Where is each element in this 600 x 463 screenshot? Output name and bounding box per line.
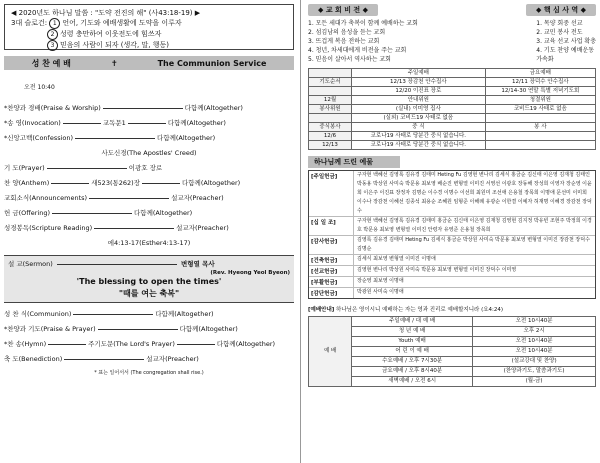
duty-row: 12/6 코로나19 사태로 당분간 중식 없습니다.	[309, 132, 596, 141]
offering-row: [십 일 조] 구자현 백혜선 김영록 김유경 김태미 홍금순 김신태 이은영 김재청 김영현 김지정 박유빈 조현주 박정희 이경호 박문용 최보영 변형열 이미진 안령자 유영준 은용철 장목희	[309, 217, 595, 236]
order-item: *송 영(Invocation) 교독문1 다함께(Altogether)	[4, 119, 226, 127]
offering-row: [건축헌금] 김세식 최보영 변형열 이미진 이명애	[309, 255, 595, 266]
rise-note: * 표는 일어서서 (The congregation shall rise.)	[94, 370, 204, 376]
left-panel	[4, 4, 294, 459]
ministry-item: 3. 교육 선교 사업 확충	[536, 38, 596, 45]
schedule-row: 예 배 주일예배 / 대 예 배 오전 10시40분	[309, 317, 596, 327]
yearly-verse-box	[4, 4, 294, 50]
vision-item: 5. 믿음이 살아서 역사하는 교회	[308, 56, 391, 63]
duty-row: 12월 안내위원 청결위원	[309, 96, 596, 105]
schedule-row: 수요예배 / 오후 7시30분 (설교강대 및 찬양)	[309, 357, 596, 367]
order-item: *찬양과 경배(Praise & Worship) 다함께(Altogether)	[4, 104, 243, 112]
ministry-item: 가속화	[536, 56, 554, 63]
page-divider	[300, 0, 301, 463]
ministry-head: ◆ 핵 심 사 역 ◆	[526, 4, 596, 16]
ministry-item: 4. 기도 찬양 예배운동	[536, 47, 595, 54]
offering-head: 하나님께 드린 예물	[308, 156, 400, 168]
motto-row-3: 3 믿음의 사람이 되자 (생각, 말, 행동)	[11, 40, 287, 51]
ministry-item: 2. 교민 봉사 전도	[536, 29, 583, 36]
offering-row: [감사헌금] 김영록 김유경 김태미 Heting Fu 김세식 홍금순 박상원 사미숙 박문용 최보영 변형열 이미진 장감천 장덕수 김명순	[309, 236, 595, 255]
schedule-row: Youth 예배 오전 10시40분	[309, 337, 596, 347]
order-item: 축 도(Benediction) 설교자(Preacher)	[4, 355, 199, 363]
vision-item: 1. 모든 세대가 축복이 함께 예배하는 교회	[308, 20, 418, 27]
offering-list	[308, 170, 596, 299]
verse-title: ◀ 2020년도 하나님 말씀 : "도약 전진의 해" (사43:18-19) ▶	[11, 9, 201, 17]
order-item: 헌 금(Offering) 다함께(Altogether)	[4, 209, 193, 217]
offering-row: [선교헌금] 김영현 변나리 박상원 사미숙 박문용 최보영 변형열 이미진 장덕수 이미영	[309, 266, 595, 277]
duty-row: 주일예배 금요예배	[309, 69, 596, 78]
order-of-service-2	[4, 307, 294, 367]
vision-item: 4. 청년, 차세대에게 비전을 주는 교회	[308, 47, 407, 54]
order-item: *찬양과 기도(Praise & Prayer) 다함께(Altogether)	[4, 325, 238, 333]
offering-row: [감단헌금] 박광원 사미숙 이명애	[311, 289, 404, 297]
offering-row: [부활헌금] 장순영 최보영 이명애	[309, 277, 595, 288]
offering-row: [주일헌금] 구자현 백혜선 김영록 김유경 김태미 Heting Fu 김영현 변나리 김세식 홍금순 김신태 이은영 김재청 김태인 박동용 박상원 사미숙 박문용 최보영 배순진 변형열 이미진 서영선 이광호 장동해 장성희 이영자 장순영 이윤희 이은주 이진표 장정자 김명순 이수경 이명수 이선희 최원미 조선애 은용철 장목희 이명애 문선미 이미희 이수나 장감천 이혜선 김종석 최용순 조혜원 임형준 이해례 유광순 이한결 이예자 허재명 이혜경 장감천 장덕수	[309, 171, 595, 217]
order-item: 사도신경(The Apostles' Creed)	[101, 149, 197, 157]
order-item: 성경봉독(Scripture Reading) 설교자(Preacher)	[4, 224, 229, 232]
vision-item: 2. 섬김남의 음성을 듣는 교회	[308, 29, 386, 36]
order-item: *신앙고백(Confession) 다함께(Altogether)	[4, 134, 216, 142]
order-item: 에4:13-17(Esther4:13-17)	[107, 239, 191, 247]
schedule-table	[308, 316, 596, 387]
order-item: 기 도(Prayer) 이광호 장로	[4, 164, 163, 172]
sermon-title-kr: "때를 여는 축복"	[118, 289, 180, 298]
order-of-service	[4, 101, 294, 251]
duty-table	[308, 68, 596, 150]
duty-row: 중식봉사 중 식 봉 사	[309, 123, 596, 132]
order-item: 성 찬 식(Communion) 다함께(Altogether)	[4, 310, 214, 318]
right-panel	[308, 4, 596, 459]
announce-row: [예배안내] 하나님은 영이시니 예배하는 자는 영과 진리로 예배할지니라 (요4:24)	[308, 307, 504, 313]
schedule-row: 청 년 예 배 오후 2시	[309, 327, 596, 337]
duty-row: 기도순서 12/13 장감천 안수집사 12/11 장덕수 안수집사	[309, 78, 596, 87]
vision-head: ◆ 교 회 비 전 ◆	[308, 4, 378, 16]
duty-row: (실외) 코비드19 사태로 없음	[309, 114, 596, 123]
duty-row: 12/13 코로나19 사태로 당분간 중식 없습니다.	[309, 141, 596, 150]
duty-row: 봉사위원 (실내) 이미영 집사 코비드19 사태로 없음	[309, 105, 596, 114]
motto-row-2: 2 성령 충만하여 이웃전도에 힘쓰자	[11, 29, 287, 40]
preacher-en: (Rev. Hyeong Yeol Byeon)	[210, 270, 290, 276]
sermon-title-en: 'The blessing to open the times'	[76, 277, 222, 286]
vision-ministry	[308, 19, 596, 64]
vision-heads	[308, 4, 596, 16]
vision-list	[308, 19, 418, 64]
motto-row-1: 3대 슬로건: 1 언어, 기도와 예배생활에 도약을 이루자	[11, 19, 182, 27]
schedule-row: 새벽예배 / 오전 6시 (월-금)	[309, 377, 596, 387]
cross-icon: ✝	[110, 58, 118, 68]
vision-item: 3. 뜨겁게 복음 전하는 교회	[308, 38, 380, 45]
duty-row: 12/20 이진표 장로 12/14-30 연말 특별 저녁기도회	[309, 87, 596, 96]
ministry-item: 1. 목양 회중 선교	[536, 20, 583, 27]
order-item: 교회소식(Announcements) 설교자(Preacher)	[4, 194, 224, 202]
order-item: *찬 송(Hymn) 주기도문(The Lord's Prayer) 다함께(Altogether)	[4, 340, 276, 348]
ministry-list	[536, 19, 596, 64]
sermon-block	[4, 255, 294, 303]
sermon-row: 설 교(Sermon) 변형열 목사	[8, 260, 215, 268]
order-item: 찬 양(Anthem) 새523(통262)장 다함께(Altogether)	[4, 179, 241, 187]
worship-title-bar: 성 찬 예 배 ✝ The Communion Service	[4, 56, 294, 70]
schedule-row: 금요예배 / 오후 8시40분 (찬양과기도, 말씀과기도)	[309, 367, 596, 377]
schedule-row: 어 린 이 예 배 오전 10시40분	[309, 347, 596, 357]
service-time: 오전 10:40	[24, 84, 55, 91]
motto-label: 3대 슬로건:	[11, 19, 48, 27]
